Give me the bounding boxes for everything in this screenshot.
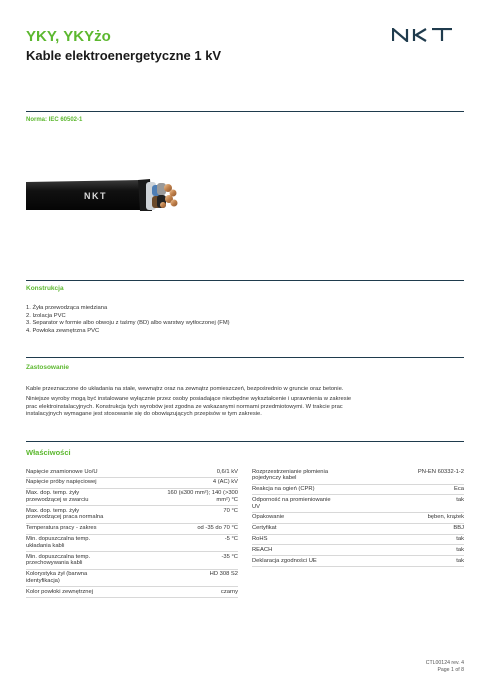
property-row	[252, 484, 464, 495]
properties-table-left	[26, 467, 238, 598]
label-line: przewodzącej w zwarciu	[26, 496, 89, 503]
property-label	[26, 488, 137, 506]
label-line: układania kabli	[26, 542, 65, 549]
property-value	[137, 506, 238, 524]
value-line: mm²) °C	[216, 496, 238, 503]
property-label	[26, 552, 137, 570]
list-item: 2. Izolacja PVC	[26, 312, 66, 319]
value-line: tak	[456, 557, 464, 564]
property-label	[252, 545, 386, 556]
property-value	[386, 545, 464, 556]
label-line: przewodzącej praca normalna	[26, 514, 104, 521]
label-line: Max. dop. temp. żyły	[26, 507, 80, 514]
property-row	[252, 523, 464, 534]
property-row	[26, 569, 238, 587]
product-title: YKY, YKYżo	[26, 28, 111, 45]
zastosowanie-heading: Zastosowanie	[26, 364, 69, 371]
property-label	[26, 467, 137, 477]
value-line: BBJ	[453, 525, 464, 532]
para-line: Niniejsze wyroby mogą być instalowane wyłącznie przez osoby posiadające niezbędne wykształcenie i uprawnienia w zakresie	[26, 396, 352, 402]
property-row	[26, 534, 238, 552]
para-line: prac elektroinstalacyjnych. Konstrukcja tych wyrobów jest zgodna ze wskazanymi normami przedmiotowymi. W trakcie prac	[26, 403, 343, 410]
value-line: PN-EN 60332-1-2	[417, 468, 464, 475]
label-line: UV	[252, 503, 261, 510]
zastosowanie-rule	[26, 357, 464, 358]
property-row	[252, 467, 464, 484]
value-line: tak	[456, 536, 464, 543]
property-label	[26, 534, 137, 552]
property-value	[137, 534, 238, 552]
list-item: 1. Żyła przewodząca miedziana	[26, 305, 108, 311]
property-value	[137, 552, 238, 570]
property-value	[386, 556, 464, 567]
nkt-logo	[392, 28, 464, 42]
cable-image	[26, 174, 186, 218]
property-label	[252, 556, 386, 567]
property-row	[26, 488, 238, 506]
label-line: Reakcja na ogień (CPR)	[252, 486, 315, 493]
label-line: Kolorystyka żył (barwna	[26, 571, 88, 578]
value-line: od -35 do 70 °C	[197, 525, 238, 532]
para-line: instalacyjnych wymagane jest stosowanie się do obowiązujących przepisów w tym zakresie.	[26, 411, 262, 418]
label-line: Deklaracja zgodności UE	[252, 557, 317, 564]
label-line: Certyfikat	[252, 525, 277, 532]
list-item: 4. Powłoka zewnętrzna PVC	[26, 327, 100, 334]
property-value	[386, 523, 464, 534]
value-line: 160 (≤300 mm²); 140 (>300	[167, 490, 238, 497]
property-value	[386, 495, 464, 513]
property-row	[26, 467, 238, 477]
property-label	[26, 569, 137, 587]
property-row	[26, 587, 238, 598]
product-subtitle: Kable elektroenergetyczne 1 kV	[26, 48, 222, 63]
konstrukcja-list	[26, 305, 446, 335]
label-line: Kolor powłoki zewnętrznej	[26, 588, 94, 595]
property-label	[252, 534, 386, 545]
value-line: bęben, krążek	[427, 514, 464, 521]
properties-table-right	[252, 467, 464, 567]
property-value	[386, 484, 464, 495]
property-row	[252, 545, 464, 556]
property-row	[26, 477, 238, 488]
header-rule	[26, 111, 464, 112]
label-line: przechowywania kabli	[26, 560, 83, 567]
property-value	[386, 534, 464, 545]
property-label	[252, 512, 386, 523]
doc-code: CTL00124 rev. 4	[425, 660, 464, 666]
property-row	[26, 552, 238, 570]
property-row	[252, 556, 464, 567]
label-line: REACH	[252, 546, 273, 553]
property-label	[252, 467, 386, 484]
label-line: RoHS	[252, 536, 268, 543]
property-row	[252, 512, 464, 523]
value-line: 4 (AC) kV	[212, 479, 238, 486]
value-line: tak	[456, 546, 464, 553]
konstrukcja-rule	[26, 280, 464, 281]
value-line: 70 °C	[223, 507, 238, 514]
wlasciwosci-heading: Właściwości	[26, 448, 71, 457]
zastosowanie-para2	[26, 396, 446, 419]
page-number: Page 1 of 8	[437, 667, 464, 673]
property-value	[137, 488, 238, 506]
property-value	[137, 587, 238, 598]
property-value	[137, 523, 238, 534]
label-line: Rozprzestrzenianie płomienia	[252, 468, 329, 475]
list-item: 3. Separator w formie albo obwoju z taśmy (BD) albo warstwy wytłoczonej (FM)	[26, 320, 230, 327]
property-label	[252, 484, 386, 495]
value-line: czarny	[220, 588, 238, 595]
property-value	[137, 467, 238, 477]
property-row	[252, 495, 464, 513]
label-line: Min. dopuszczalna temp.	[26, 536, 91, 543]
property-label	[252, 495, 386, 513]
value-line: Eca	[454, 486, 464, 493]
label-line: pojedynczy kabel	[252, 475, 297, 482]
value-line: -5 °C	[224, 536, 238, 543]
zastosowanie-para1: Kable przeznaczone do układania na stałe, wewnątrz oraz na zewnątrz pomieszczeń, bezpośrednio w gruncie oraz betonie.	[26, 386, 344, 392]
label-line: Odporność na promieniowanie	[252, 496, 331, 503]
label-line: Max. dop. temp. żyły	[26, 490, 80, 497]
value-line: 0,6/1 kV	[216, 468, 238, 475]
value-line: -35 °C	[221, 553, 238, 560]
property-label	[26, 587, 137, 598]
property-value	[386, 512, 464, 523]
property-label	[252, 523, 386, 534]
property-label	[26, 506, 137, 524]
property-row	[252, 534, 464, 545]
label-line: Temperatura pracy - zakres	[26, 525, 97, 532]
property-label	[26, 477, 137, 488]
value-line: HD 308 S2	[209, 571, 238, 578]
property-label	[26, 523, 137, 534]
cable-brand-print: NKT	[84, 191, 107, 201]
norma-label: Norma: IEC 60502-1	[26, 117, 83, 123]
label-line: Min. dopuszczalna temp.	[26, 553, 91, 560]
label-line: Opakowanie	[252, 514, 285, 521]
label-line: identyfikacja)	[26, 578, 60, 585]
property-row	[26, 506, 238, 524]
property-value	[137, 569, 238, 587]
property-value	[137, 477, 238, 488]
property-row	[26, 523, 238, 534]
property-value	[386, 467, 464, 484]
label-line: Napięcie znamionowe Uo/U	[26, 468, 98, 475]
konstrukcja-heading: Konstrukcja	[26, 285, 64, 292]
value-line: tak	[456, 496, 464, 503]
wlasciwosci-rule	[26, 441, 464, 442]
label-line: Napięcie próby napięciowej	[26, 479, 97, 486]
